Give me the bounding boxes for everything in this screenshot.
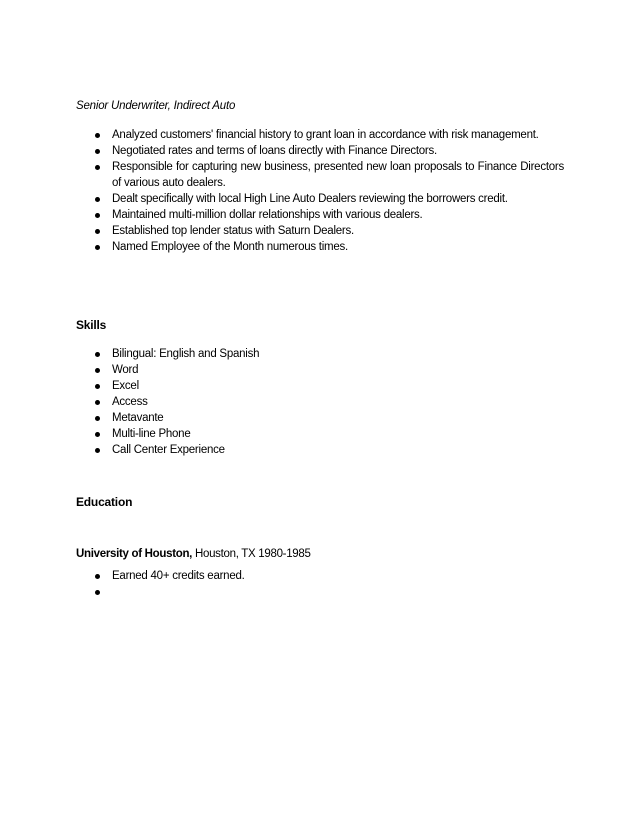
education-bullet-list bbox=[112, 568, 564, 600]
experience-bullet-list bbox=[112, 127, 564, 255]
list-item: Excel bbox=[112, 378, 564, 394]
education-heading: Education bbox=[76, 495, 133, 509]
skills-heading: Skills bbox=[76, 318, 107, 332]
school-line bbox=[76, 546, 311, 562]
list-item: Analyzed customers' financial history to grant loan in accordance with risk management. bbox=[112, 127, 564, 143]
list-item: Metavante bbox=[112, 410, 564, 426]
list-item: Named Employee of the Month numerous times. bbox=[112, 239, 564, 255]
list-item: Established top lender status with Saturn Dealers. bbox=[112, 223, 564, 239]
list-item: Responsible for capturing new business, presented new loan proposals to Finance Directors of various auto dealers. bbox=[112, 161, 564, 189]
list-item: Dealt specifically with local High Line Auto Dealers reviewing the borrowers credit. bbox=[112, 191, 564, 207]
job-title: Senior Underwriter, Indirect Auto bbox=[76, 100, 236, 112]
list-item: Earned 40+ credits earned. bbox=[112, 568, 564, 584]
list-item: Negotiated rates and terms of loans directly with Finance Directors. bbox=[112, 143, 564, 159]
skills-bullet-list bbox=[112, 346, 564, 458]
school-name: University of Houston, bbox=[76, 548, 193, 560]
list-item: Word bbox=[112, 362, 564, 378]
list-item: Access bbox=[112, 394, 564, 410]
list-item: Bilingual: English and Spanish bbox=[112, 346, 564, 362]
list-item: Maintained multi-million dollar relationships with various dealers. bbox=[112, 207, 564, 223]
list-item bbox=[112, 584, 564, 600]
school-details: Houston, TX 1980-1985 bbox=[192, 548, 311, 560]
list-item: Multi-line Phone bbox=[112, 426, 564, 442]
list-item: Call Center Experience bbox=[112, 442, 564, 458]
